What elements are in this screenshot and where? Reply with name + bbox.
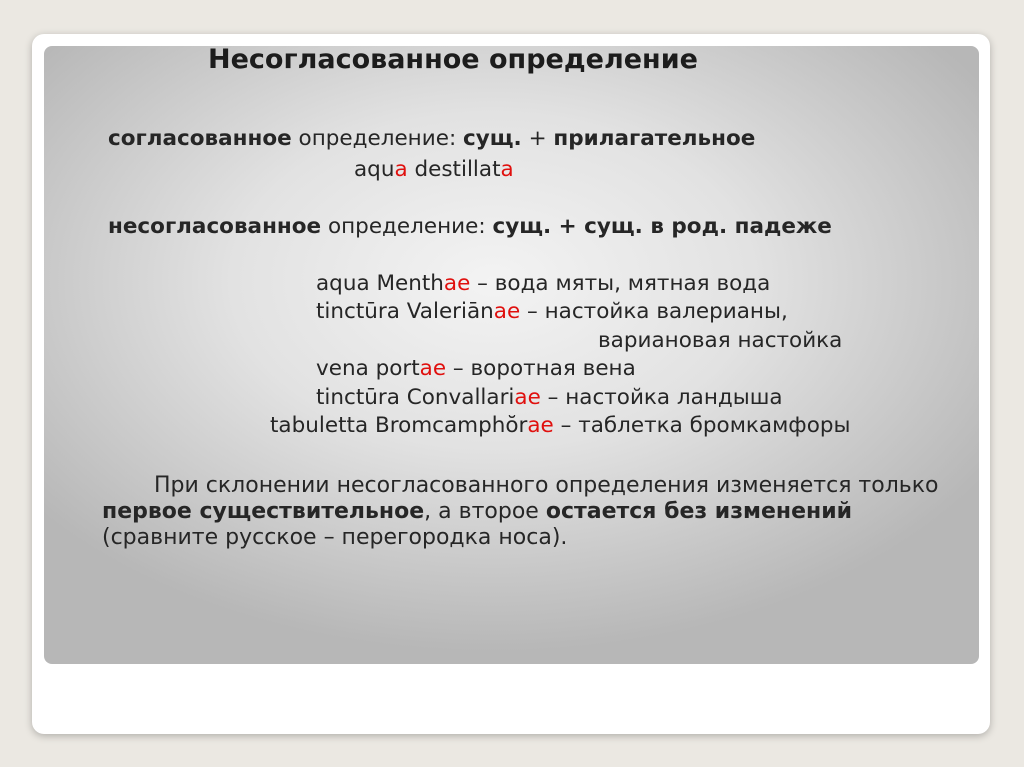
example-translation: – настойка ландыша <box>540 385 783 410</box>
example-latin: tinctūra Convallari <box>316 385 515 410</box>
example-ending: ae <box>493 299 521 324</box>
agreed-example-ending: a <box>500 157 514 182</box>
agreed-plus: + <box>521 126 554 151</box>
example-ending: ae <box>514 385 541 410</box>
agreed-example <box>354 157 514 182</box>
agreed-example-stem: aqu <box>354 157 395 182</box>
note-emphasis: первое существительное <box>102 499 425 524</box>
disagreed-formula: сущ. + сущ. в род. падеже <box>492 214 832 239</box>
example-translation: варианoвая настойка <box>598 328 843 353</box>
example-line <box>316 356 636 381</box>
example-line <box>598 328 842 353</box>
note-text: (сравните русское – перегородка носа). <box>102 525 568 550</box>
example-line <box>316 385 783 410</box>
agreed-formula-a: сущ. <box>463 126 522 151</box>
example-latin: tinctūra Valeriān <box>316 299 494 324</box>
example-ending: ae <box>419 356 447 381</box>
note-text: При склонении несогласованного определения изменяется только <box>154 473 939 498</box>
example-latin: aqua Menth <box>316 271 444 296</box>
declension-note <box>102 473 962 551</box>
agreed-formula-b: прилагательное <box>553 126 756 151</box>
note-emphasis: остается без изменений <box>545 499 853 524</box>
disagreed-definition-line <box>108 214 832 239</box>
agreed-term: согласованное <box>108 126 292 151</box>
slide-title: Несогласованное определение <box>208 44 698 75</box>
agreed-definition-line <box>108 126 755 151</box>
agreed-label: определение: <box>291 126 464 151</box>
example-latin: vena port <box>316 356 420 381</box>
example-latin: tabuletta Bromcamphŏr <box>270 413 528 438</box>
example-translation: – вода мяты, мятная вода <box>470 271 771 296</box>
example-translation: – воротная вена <box>446 356 636 381</box>
agreed-example-stem: destillat <box>407 157 501 182</box>
example-line <box>316 271 770 296</box>
example-line <box>270 413 850 438</box>
example-line <box>316 299 788 324</box>
example-ending: ae <box>527 413 554 438</box>
disagreed-term: несогласованное <box>108 214 322 239</box>
example-translation: – настойка валерианы, <box>520 299 788 324</box>
agreed-example-ending: a <box>394 157 408 182</box>
example-ending: ae <box>443 271 471 296</box>
example-translation: – таблетка бромкамфоры <box>553 413 851 438</box>
note-text: , а второе <box>424 499 546 524</box>
disagreed-label: определение: <box>321 214 493 239</box>
